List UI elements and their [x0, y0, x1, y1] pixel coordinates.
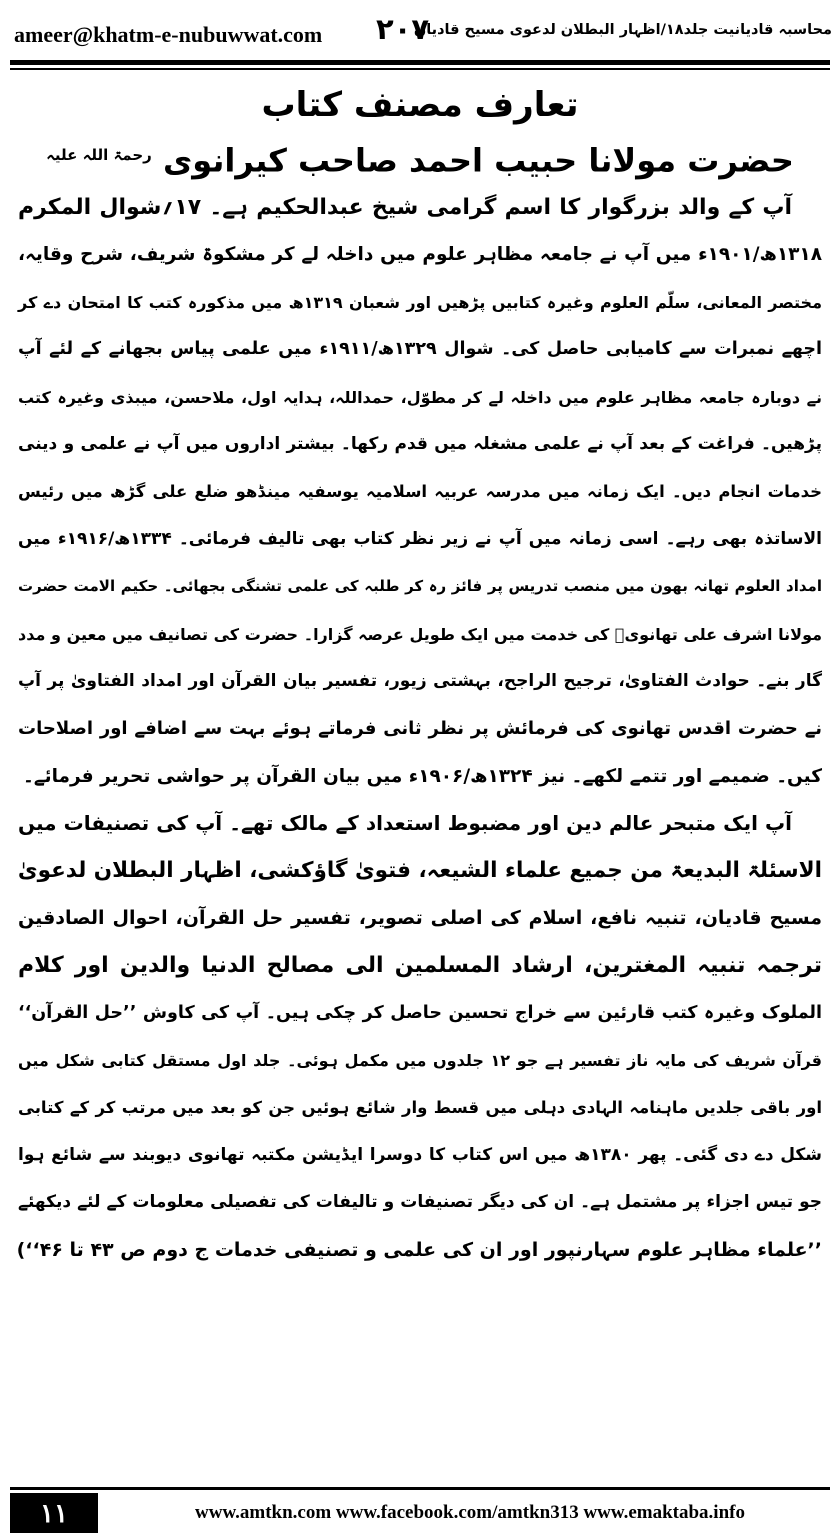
header-rule-thick [10, 60, 830, 65]
footer-rule [10, 1487, 830, 1490]
text-line: ترجمہ تنبیہ المغترین، ارشاد المسلمین الی مصالح الدنیا والدین اور کلام [18, 953, 822, 979]
text-line: اچھے نمبرات سے کامیابی حاصل کی۔ شوال ۱۳۲۹ھ/۱۹۱۱ء میں علمی پیاس بجھانے کے لئے آپ [18, 339, 823, 360]
header-page-number: ۲۰۷ [376, 12, 430, 46]
text-line: الاسئلۃ البدیعۃ من جمیع علماء الشیعہ، فتویٰ گاؤکشی، اظہار البطلان لدعویٰ [17, 858, 822, 884]
text-line: ۱۳۱۸ھ/۱۹۰۱ء میں آپ نے جامعہ مظاہر علوم میں داخلہ لے کر مشکوۃ شریف، شرح وقایہ، [18, 244, 822, 266]
paragraph-list [18, 184, 822, 1274]
author-name: حضرت مولانا حبیب احمد صاحب کیرانوی [162, 141, 794, 180]
text-line: آپ ایک متبحر عالم دین اور مضبوط استعداد کے مالک تھے۔ آپ کی تصنیفات میں [18, 811, 792, 836]
text-line: جو تیس اجزاء پر مشتمل ہے۔ ان کی دیگر تصنیفات و تالیفات کی تفصیلی معلومات کے لئے دیکھئے [18, 1192, 822, 1213]
text-line: امداد العلوم تھانہ بھون میں منصب تدریس پر فائز رہ کر طلبہ کی علمی تشنگی بجھائی۔ حکیم الامت حضرت [18, 577, 822, 596]
text-line: پڑھیں۔ فراغت کے بعد آپ نے علمی مشغلہ میں قدم رکھا۔ بیشتر اداروں میں آپ نے علمی و دینی [18, 433, 822, 454]
text-line: گار بنے۔ حوادث الفتاویٰ، ترجیح الراجح، بہشتی زیور، تفسیر بیان القرآن اور امداد الفتاویٰ پر آپ [18, 670, 822, 691]
footer-page-number: ۱۱ [10, 1493, 98, 1533]
article-title: تعارف مصنف کتاب [261, 85, 579, 125]
paragraph [18, 800, 822, 1274]
text-line: نے حضرت اقدس تھانوی کی فرمائش پر نظر ثانی فرماتے ہوئے بہت سے اضافے اور اصلاحات [18, 718, 822, 740]
page-header [0, 0, 840, 62]
text-line: خدمات انجام دیں۔ ایک زمانہ میں مدرسہ عربیہ اسلامیہ یوسفیہ مینڈھو ضلع علی گڑھ میں رئیس [18, 482, 822, 502]
text-line: اور باقی جلدیں ماہنامہ الہادی دہلی میں قسط وار شائع ہوئیں جن کو بعد میں مرتب کر کے کتابی [18, 1098, 822, 1118]
text-line: مسیح قادیان، تنبیہ نافع، اسلام کی اصلی تصویر، تفسیر حل القرآن، احوال الصادقین [18, 906, 822, 929]
text-line: الملوک وغیرہ کتب قارئین سے خراج تحسین حاصل کر چکی ہیں۔ آپ کی کاوش ’’حل القرآن‘‘ [18, 1002, 822, 1023]
text-line: ’’علماء مظاہر علوم سہارنپور اور ان کی علمی و تصنیفی خدمات ج دوم ص ۴۳ تا ۴۶‘‘) [16, 1238, 822, 1261]
text-line: آپ کے والد بزرگوار کا اسم گرامی شیخ عبدالحکیم ہے۔ ۱۷؍شوال المکرم [18, 195, 792, 220]
author-honorific: رحمۃ اللہ علیہ [46, 146, 152, 164]
text-line: شکل دے دی گئی۔ پھر ۱۳۸۰ھ میں اس کتاب کا دوسرا ایڈیشن مکتبہ تھانوی دیوبند سے شائع ہوا [18, 1144, 822, 1165]
text-line: مختصر المعانی، سلّم العلوم وغیرہ کتابیں پڑھیں اور شعبان ۱۳۱۹ھ میں مذکورہ کتب کا امتحان دے کر [18, 292, 822, 312]
article-subtitle [18, 130, 822, 184]
text-line: نے دوبارہ جامعہ مظاہر علوم میں داخلہ لے کر مطوّل، حمداللہ، ہدایہ اول، ملاحسن، میبذی وغیرہ کتب [18, 387, 822, 407]
text-line: الاساتذہ بھی رہے۔ اسی زمانہ میں آپ نے زیر نظر کتاب بھی تالیف فرمائی۔ ۱۳۳۴ھ/۱۹۱۶ء میں [18, 528, 822, 549]
article-body [18, 80, 822, 1274]
footer-links: www.amtkn.com www.facebook.com/amtkn313 www.emaktaba.info [195, 1502, 745, 1523]
text-line: قرآن شریف کی مایہ ناز تفسیر ہے جو ۱۲ جلدوں میں مکمل ہوئی۔ جلد اول مستقل کتابی شکل میں [18, 1051, 823, 1071]
paragraph [18, 184, 822, 800]
header-email: ameer@khatm-e-nubuwwat.com [14, 22, 323, 47]
header-rule-thin [10, 68, 830, 70]
text-line: کیں۔ ضمیمے اور تتمے لکھے۔ نیز ۱۳۲۴ھ/۱۹۰۶ء میں بیان القرآن پر حواشی تحریر فرمائے۔ [22, 765, 822, 787]
text-line: مولانا اشرف علی تھانویؒ کی خدمت میں ایک طویل عرصہ گزارا۔ حضرت کی تصانیف میں معین و مدد [18, 624, 822, 644]
header-running-title: محاسبہ قادیانیت جلد۱۸/اظہار البطلان لدعوی مسیح قادیان [413, 22, 832, 38]
